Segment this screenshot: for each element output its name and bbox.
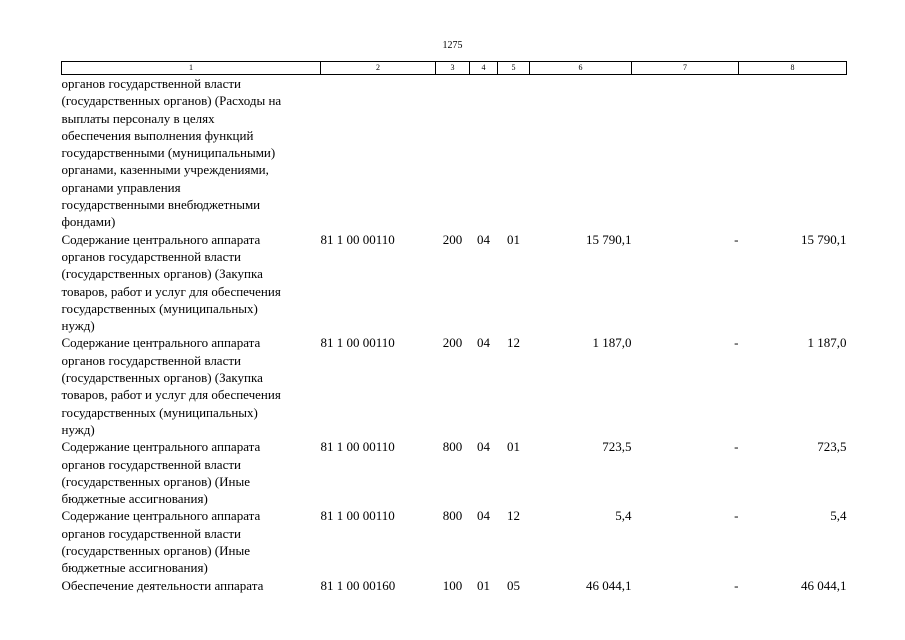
description-line: товаров, работ и услуг для обеспечения bbox=[61, 387, 281, 403]
budget-table bbox=[61, 61, 847, 594]
row-description bbox=[62, 577, 321, 594]
description-line: нужд) bbox=[61, 318, 95, 334]
table-row bbox=[62, 577, 847, 594]
amount-column-7 bbox=[632, 75, 739, 231]
expense-type-code: 200 bbox=[442, 335, 463, 351]
classification-code: 81 1 00 00110 bbox=[320, 335, 395, 351]
column-number-row bbox=[62, 62, 847, 75]
description-line: органами, казенными учреждениями, bbox=[61, 162, 269, 178]
description-line: Содержание центрального аппарата bbox=[61, 508, 261, 524]
table-row bbox=[62, 334, 847, 438]
description-line: государственными внебюджетными bbox=[61, 197, 261, 213]
amount-column-7: - bbox=[734, 508, 739, 524]
amount-column-6: 15 790,1 bbox=[586, 231, 632, 247]
table-row bbox=[62, 438, 847, 507]
subsection-code: 01 bbox=[507, 231, 520, 247]
description-line: Обеспечение деятельности аппарата bbox=[61, 577, 264, 593]
section-code bbox=[470, 75, 498, 231]
column-header: 8 bbox=[739, 62, 847, 75]
table-body bbox=[62, 75, 847, 594]
classification-code: 81 1 00 00160 bbox=[320, 577, 396, 593]
amount-column-7: - bbox=[734, 335, 739, 351]
description-line: (государственных органов) (Закупка bbox=[61, 266, 263, 282]
section-code: 04 bbox=[477, 335, 490, 351]
row-description bbox=[62, 334, 321, 438]
description-line: фондами) bbox=[61, 214, 116, 230]
description-line: Содержание центрального аппарата bbox=[61, 439, 261, 455]
amount-column-7: - bbox=[734, 439, 739, 455]
row-description bbox=[62, 231, 321, 335]
amount-column-6: 723,5 bbox=[602, 439, 632, 455]
amount-column-8: 5,4 bbox=[830, 508, 847, 524]
description-line: бюджетные ассигнования) bbox=[61, 491, 208, 507]
section-code: 01 bbox=[477, 577, 490, 593]
amount-column-8: 1 187,0 bbox=[807, 335, 847, 351]
expense-type-code: 100 bbox=[442, 577, 463, 593]
row-description bbox=[62, 438, 321, 507]
description-line: органами управления bbox=[61, 179, 181, 195]
description-line: Содержание центрального аппарата bbox=[61, 231, 261, 247]
expense-type-code: 800 bbox=[442, 508, 463, 524]
column-header: 4 bbox=[470, 62, 498, 75]
amount-column-8 bbox=[739, 75, 847, 231]
table-row bbox=[62, 507, 847, 576]
column-header: 5 bbox=[498, 62, 530, 75]
subsection-code: 12 bbox=[507, 508, 520, 524]
description-line: органов государственной власти bbox=[61, 456, 241, 472]
description-line: (государственных органов) (Закупка bbox=[61, 370, 263, 386]
column-header: 7 bbox=[632, 62, 739, 75]
column-header: 2 bbox=[321, 62, 436, 75]
column-header: 3 bbox=[436, 62, 470, 75]
description-line: нужд) bbox=[61, 421, 95, 437]
column-header: 6 bbox=[530, 62, 632, 75]
description-line: (государственных органов) (Расходы на bbox=[61, 93, 282, 109]
description-line: органов государственной власти bbox=[61, 76, 241, 91]
amount-column-6 bbox=[530, 75, 632, 231]
amount-column-7: - bbox=[734, 577, 739, 593]
section-code: 04 bbox=[477, 439, 490, 455]
description-line: товаров, работ и услуг для обеспечения bbox=[61, 283, 281, 299]
amount-column-8: 723,5 bbox=[817, 439, 847, 455]
description-line: государственных (муниципальных) bbox=[61, 300, 258, 316]
table-row bbox=[62, 75, 847, 231]
amount-column-6: 5,4 bbox=[615, 508, 632, 524]
amount-column-8: 15 790,1 bbox=[801, 231, 847, 247]
subsection-code: 01 bbox=[507, 439, 520, 455]
description-line: государственными (муниципальными) bbox=[61, 145, 276, 161]
subsection-code: 12 bbox=[507, 335, 520, 351]
row-description bbox=[62, 75, 321, 231]
expense-type-code: 800 bbox=[442, 439, 463, 455]
expense-type-code: 200 bbox=[442, 231, 463, 247]
description-line: (государственных органов) (Иные bbox=[61, 473, 250, 489]
column-header: 1 bbox=[62, 62, 321, 75]
amount-column-6: 1 187,0 bbox=[592, 335, 632, 351]
description-line: органов государственной власти bbox=[61, 248, 241, 264]
description-line: обеспечения выполнения функций bbox=[61, 127, 254, 143]
description-line: государственных (муниципальных) bbox=[61, 404, 258, 420]
description-line: органов государственной власти bbox=[61, 352, 241, 368]
amount-column-8: 46 044,1 bbox=[801, 577, 847, 593]
description-line: (государственных органов) (Иные bbox=[61, 543, 250, 559]
classification-code: 81 1 00 00110 bbox=[320, 508, 395, 524]
classification-code bbox=[321, 75, 436, 231]
amount-column-6: 46 044,1 bbox=[586, 577, 632, 593]
row-description bbox=[62, 507, 321, 576]
section-code: 04 bbox=[477, 508, 490, 524]
description-line: выплаты персоналу в целях bbox=[61, 110, 215, 126]
classification-code: 81 1 00 00110 bbox=[320, 231, 395, 247]
amount-column-7: - bbox=[734, 231, 739, 247]
section-code: 04 bbox=[477, 231, 490, 247]
description-line: Содержание центрального аппарата bbox=[61, 335, 261, 351]
description-line: бюджетные ассигнования) bbox=[61, 560, 208, 576]
subsection-code bbox=[498, 75, 530, 231]
page-number: 1275 bbox=[442, 40, 463, 51]
classification-code: 81 1 00 00110 bbox=[320, 439, 395, 455]
expense-type-code bbox=[436, 75, 470, 231]
table-row bbox=[62, 231, 847, 335]
subsection-code: 05 bbox=[507, 577, 520, 593]
description-line: органов государственной власти bbox=[61, 525, 241, 541]
